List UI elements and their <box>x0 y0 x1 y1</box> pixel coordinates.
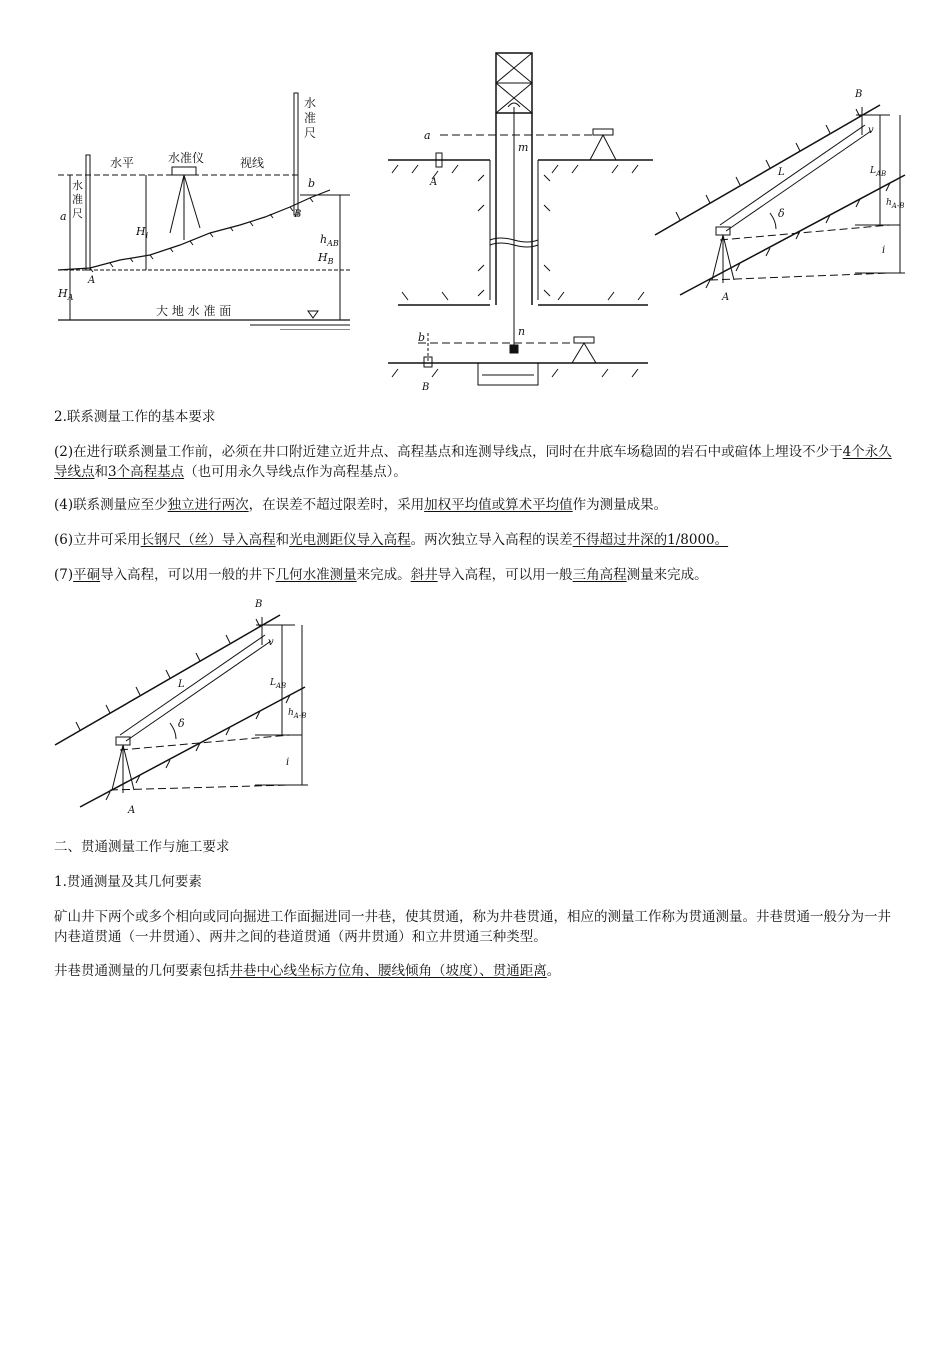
paragraph-breakthrough-intro: 矿山井下两个或多个相向或同向掘进工作面掘进同一井巷，使其贯通，称为井巷贯通，相应的测量工作称为贯通测量。井巷贯通一般分为一井内巷道贯通（一井贯通）、两井之间的巷道贯通（两井贯通）和立井贯通三种类型。 <box>54 909 891 945</box>
heading-breakthrough-survey: 二、贯通测量工作与施工要求 <box>54 839 230 855</box>
requirement-7: (7)平硐导入高程，可以用一般的井下几何水准测量来完成。斜井导入高程，可以用一般三角高程测量来完成。 <box>54 567 708 583</box>
label-A: A <box>128 805 136 816</box>
label-staff-right-1: 水 <box>304 96 317 110</box>
label-ha: $H_A$ <box>58 287 74 302</box>
label-staff-right-3: 尺 <box>304 126 317 140</box>
label-delta: δ <box>778 207 785 220</box>
label-point-b: B <box>294 209 302 220</box>
figure-slope-leveling <box>50 85 380 330</box>
label-i: i <box>882 245 886 256</box>
label-A: A <box>722 292 730 303</box>
requirement-4: (4)联系测量应至少独立进行两次，在误差不超过限差时，采用加权平均值或算术平均值作为测量成果。 <box>54 497 668 513</box>
label-reading-a: a <box>60 210 67 223</box>
label-v: v <box>268 637 274 648</box>
label-L: L <box>178 679 185 690</box>
paragraph-geometric-elements: 井巷贯通测量的几何要素包括井巷中心线坐标方位角、腰线倾角（坡度）、贯通距离。 <box>54 963 561 979</box>
label-staff-left-2: 准 <box>72 193 83 206</box>
label-sight-line: 视线 <box>240 156 265 170</box>
label-a: a <box>424 129 431 142</box>
label-staff-left-3: 尺 <box>72 207 83 220</box>
figure-incline-trig-bottom <box>50 595 320 820</box>
label-n: n <box>518 325 526 338</box>
label-point-A: A <box>430 177 438 188</box>
label-staff-right-2: 准 <box>304 111 317 125</box>
label-hb: $H_B$ <box>318 251 334 266</box>
label-reading-b: b <box>308 177 316 190</box>
label-level-instrument: 水准仪 <box>168 151 205 165</box>
label-i: i <box>286 757 290 768</box>
figure-shaft-height-transfer <box>378 45 658 395</box>
label-B: B <box>255 599 263 610</box>
label-B: B <box>855 89 863 100</box>
label-delta: δ <box>178 717 185 730</box>
label-hab: $h_{A-B}$ <box>886 198 905 210</box>
label-staff-left-1: 水 <box>72 179 83 192</box>
label-horizontal: 水平 <box>110 156 135 170</box>
subheading-geometric-elements: 1.贯通测量及其几何要素 <box>54 874 202 890</box>
label-v: v <box>868 125 874 136</box>
label-lab: $L_{AB}$ <box>870 166 887 178</box>
label-lab: $L_{AB}$ <box>270 678 287 690</box>
label-b: b <box>418 331 426 344</box>
label-point-a: A <box>88 275 96 286</box>
label-m: m <box>518 141 529 154</box>
label-geoid: 大 地 水 准 面 <box>156 304 232 318</box>
requirement-6: (6)立井可采用长钢尺（丝）导入高程和光电测距仪导入高程。两次独立导入高程的误差不得超过井深的1/8000。 <box>54 532 729 548</box>
label-hi: $H_i$ <box>136 225 149 240</box>
figure-incline-trig-top <box>650 85 920 305</box>
requirement-2: (2)在进行联系测量工作前，必须在井口附近建立近井点、高程基点和连测导线点，同时在井底车场稳固的岩石中或碹体上埋设不少于4个永久导线点和3个高程基点（也可用永久导线点作为高程基点）。 <box>54 444 892 480</box>
label-point-B: B <box>422 382 430 393</box>
label-L: L <box>778 167 785 178</box>
section-title-contact-survey: 2.联系测量工作的基本要求 <box>54 409 216 425</box>
label-hab: $h_{A-B}$ <box>288 708 307 720</box>
label-hab: $h_{AB}$ <box>320 233 339 248</box>
